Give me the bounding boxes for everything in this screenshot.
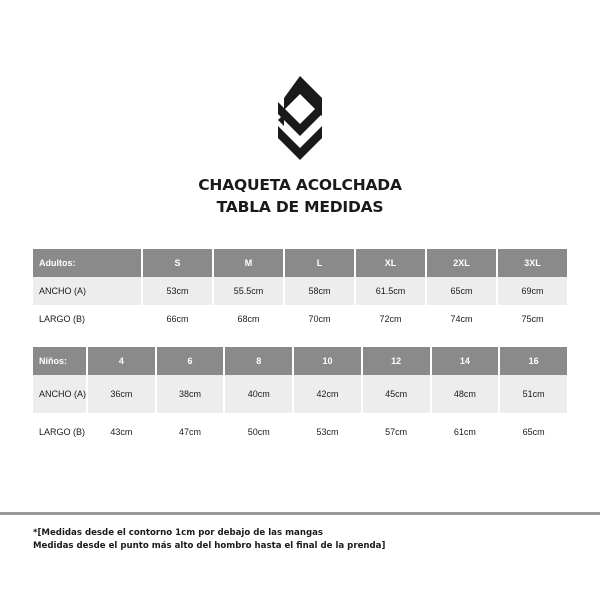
footnote-line: *[Medidas desde el contorno 1cm por debajo de las mangas [33,528,324,538]
table-header-cell: 4 [88,347,155,375]
table-header-cell: XL [356,249,425,277]
table-cell: 70cm [308,314,331,324]
table-cell: 53cm [316,427,339,437]
table-cell: 66cm [166,314,189,324]
chevron-brand-logo-icon [278,76,322,160]
page-subtitle: TABLA DE MEDIDAS [216,198,384,216]
table-cell: 47cm [179,427,202,437]
table-cell: 51cm [500,375,567,413]
footnote-line: Medidas desde el punto más alto del hombro hasta el final de la prenda] [33,541,386,551]
table-cell: 45cm [363,375,430,413]
table-cell: 57cm [385,427,408,437]
table-cell: 61cm [453,427,476,437]
page-title: CHAQUETA ACOLCHADA [198,176,402,194]
table-header-row [33,249,567,277]
table-cell: 69cm [498,277,567,305]
table-header-cell: 2XL [427,249,496,277]
table-row [33,277,567,305]
table-cell: 42cm [294,375,361,413]
kids-size-table [31,347,569,451]
table-header-cell: 14 [432,347,499,375]
table-cell: 65cm [427,277,496,305]
table-cell: 55.5cm [214,277,283,305]
adult-size-table [31,249,569,333]
table-header-cell: 10 [294,347,361,375]
table-header-cell: Niños: [33,347,86,375]
table-cell: 61.5cm [356,277,425,305]
table-cell: 58cm [285,277,354,305]
row-label: ANCHO (A) [33,375,86,413]
table-cell: 40cm [225,375,292,413]
table-header-cell: 12 [363,347,430,375]
table-cell: 65cm [522,427,545,437]
table-header-cell: S [143,249,212,277]
table-cell: 72cm [379,314,402,324]
table-row [33,413,567,451]
table-cell: 75cm [521,314,544,324]
footer-divider [0,512,600,515]
table-header-cell: 16 [500,347,567,375]
table-header-row [33,347,567,375]
row-label: LARGO (B) [39,427,86,437]
footnote [33,527,573,553]
table-header-cell: L [285,249,354,277]
table-header-cell: 8 [225,347,292,375]
table-cell: 36cm [88,375,155,413]
table-cell: 50cm [247,427,270,437]
table-row [33,305,567,333]
table-header-cell: Adultos: [33,249,141,277]
table-cell: 74cm [450,314,473,324]
table-cell: 38cm [157,375,224,413]
table-header-cell: 3XL [498,249,567,277]
table-header-cell: 6 [157,347,224,375]
table-row [33,375,567,413]
table-cell: 68cm [237,314,260,324]
table-cell: 43cm [110,427,133,437]
table-header-cell: M [214,249,283,277]
row-label: ANCHO (A) [33,277,141,305]
row-label: LARGO (B) [39,314,86,324]
table-cell: 53cm [143,277,212,305]
table-cell: 48cm [432,375,499,413]
